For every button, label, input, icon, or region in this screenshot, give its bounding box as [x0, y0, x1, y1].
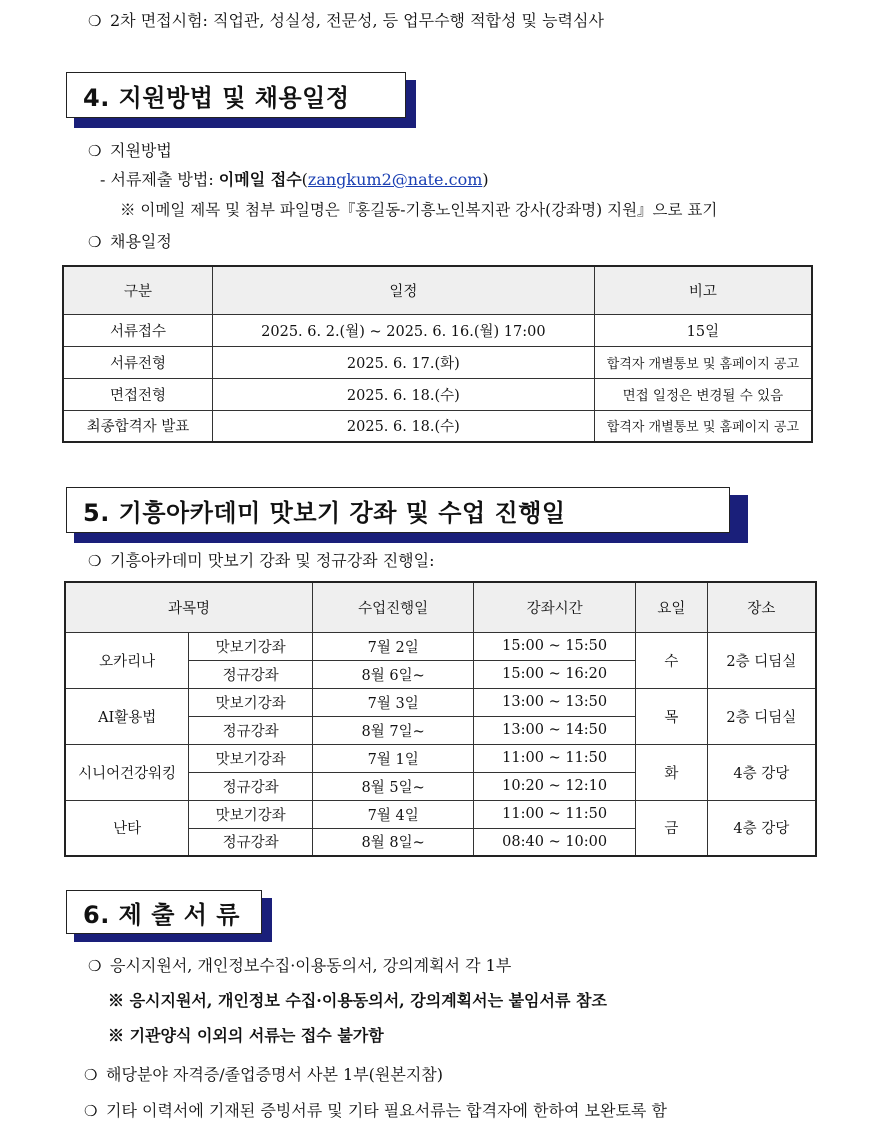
circle-bullet-icon: ❍: [88, 233, 102, 251]
circle-bullet-icon: ❍: [88, 957, 102, 975]
table-cell: 15:00 ~ 16:20: [474, 660, 636, 688]
schedule-header: 일정: [212, 266, 594, 314]
course-header: 과목명: [65, 582, 313, 632]
course-day: 수: [635, 632, 707, 688]
table-cell: 맛보기강좌: [189, 800, 313, 828]
course-day: 화: [635, 744, 707, 800]
table-cell: 15일: [594, 314, 812, 346]
course-table: [64, 581, 817, 857]
table-cell: 11:00 ~ 11:50: [474, 744, 636, 772]
doc-item-1: ❍ 응시지원서, 개인정보수집·이용동의서, 강의계획서 각 1부: [88, 956, 512, 975]
table-cell: 13:00 ~ 13:50: [474, 688, 636, 716]
course-place: 4층 강당: [707, 800, 816, 856]
table-cell: 2025. 6. 2.(월) ~ 2025. 6. 16.(월) 17:00: [212, 314, 594, 346]
table-cell: 정규강좌: [189, 772, 313, 800]
schedule-header: 비고: [594, 266, 812, 314]
table-cell: 10:20 ~ 12:10: [474, 772, 636, 800]
table-row: [65, 632, 816, 660]
table-cell: 맛보기강좌: [189, 744, 313, 772]
doc-item-2: ❍ 해당분야 자격증/졸업증명서 사본 1부(원본지참): [84, 1065, 443, 1084]
table-cell: 합격자 개별통보 및 홈페이지 공고: [594, 410, 812, 442]
table-cell: 7월 3일: [313, 688, 474, 716]
section6-heading: [66, 890, 272, 942]
section6-title: 6. 제 출 서 류: [66, 890, 262, 934]
table-cell: 맛보기강좌: [189, 632, 313, 660]
schedule-header-row: [63, 266, 812, 314]
table-cell: 정규강좌: [189, 660, 313, 688]
email-note: ※ 이메일 제목 및 첨부 파일명은『홍길동-기흥노인복지관 강사(강좌명) 지원』으로 표기: [120, 201, 718, 219]
table-cell: 최종합격자 발표: [63, 410, 212, 442]
table-row: [65, 688, 816, 716]
course-name: 난타: [65, 800, 189, 856]
table-cell: 7월 1일: [313, 744, 474, 772]
section5-title: 5. 기흥아카데미 맛보기 강좌 및 수업 진행일: [66, 487, 730, 533]
course-name: AI활용법: [65, 688, 189, 744]
table-row: [65, 800, 816, 828]
table-cell: 맛보기강좌: [189, 688, 313, 716]
table-cell: 8월 7일~: [313, 716, 474, 744]
circle-bullet-icon: ❍: [84, 1066, 98, 1084]
table-cell: 8월 5일~: [313, 772, 474, 800]
method-label: ❍ 지원방법: [88, 141, 172, 160]
course-header-row: [65, 582, 816, 632]
schedule-header: 구분: [63, 266, 212, 314]
circle-bullet-icon: ❍: [88, 12, 102, 30]
section5-intro: ❍ 기흥아카데미 맛보기 강좌 및 정규강좌 진행일:: [88, 551, 435, 570]
table-cell: 2025. 6. 17.(화): [212, 346, 594, 378]
schedule-label: ❍ 채용일정: [88, 232, 172, 251]
course-name: 오카리나: [65, 632, 189, 688]
table-cell: 2025. 6. 18.(수): [212, 410, 594, 442]
doc-note-2: ※ 기관양식 이외의 서류는 접수 불가함: [108, 1026, 384, 1045]
intro-line: ❍ 2차 면접시험: 직업관, 성실성, 전문성, 등 업무수행 적합성 및 능력심사: [88, 11, 604, 30]
course-place: 2층 디딤실: [707, 632, 816, 688]
course-day: 목: [635, 688, 707, 744]
table-cell: 서류전형: [63, 346, 212, 378]
course-name: 시니어건강워킹: [65, 744, 189, 800]
doc-item-3: ❍ 기타 이력서에 기재된 증빙서류 및 기타 필요서류는 합격자에 한하여 보완토록 함: [84, 1101, 667, 1120]
doc-note-1: ※ 응시지원서, 개인정보 수집·이용동의서, 강의계획서는 붙임서류 참조: [108, 991, 607, 1010]
circle-bullet-icon: ❍: [88, 142, 102, 160]
table-row: [63, 378, 812, 410]
course-place: 4층 강당: [707, 744, 816, 800]
schedule-table: [62, 265, 813, 443]
course-header: 요일: [635, 582, 707, 632]
table-cell: 13:00 ~ 14:50: [474, 716, 636, 744]
table-cell: 11:00 ~ 11:50: [474, 800, 636, 828]
email-link[interactable]: zangkum2@nate.com: [307, 170, 483, 189]
course-header: 장소: [707, 582, 816, 632]
table-cell: 면접 일정은 변경될 수 있음: [594, 378, 812, 410]
course-header: 강좌시간: [474, 582, 636, 632]
table-cell: 합격자 개별통보 및 홈페이지 공고: [594, 346, 812, 378]
section4-title: 4. 지원방법 및 채용일정: [66, 72, 406, 118]
table-cell: 정규강좌: [189, 716, 313, 744]
table-cell: 2025. 6. 18.(수): [212, 378, 594, 410]
section4-heading: [66, 72, 416, 128]
course-header: 수업진행일: [313, 582, 474, 632]
table-cell: 정규강좌: [189, 828, 313, 856]
table-row: [65, 744, 816, 772]
submission-line: - 서류제출 방법: 이메일 접수(zangkum2@nate.com): [100, 170, 489, 189]
table-row: [63, 410, 812, 442]
course-day: 금: [635, 800, 707, 856]
table-cell: 7월 2일: [313, 632, 474, 660]
course-place: 2층 디딤실: [707, 688, 816, 744]
table-row: [63, 314, 812, 346]
section5-heading: [66, 487, 748, 543]
table-cell: 서류접수: [63, 314, 212, 346]
circle-bullet-icon: ❍: [88, 552, 102, 570]
table-row: [63, 346, 812, 378]
table-cell: 15:00 ~ 15:50: [474, 632, 636, 660]
table-cell: 8월 8일~: [313, 828, 474, 856]
table-cell: 8월 6일~: [313, 660, 474, 688]
table-cell: 08:40 ~ 10:00: [474, 828, 636, 856]
circle-bullet-icon: ❍: [84, 1102, 98, 1120]
table-cell: 7월 4일: [313, 800, 474, 828]
table-cell: 면접전형: [63, 378, 212, 410]
